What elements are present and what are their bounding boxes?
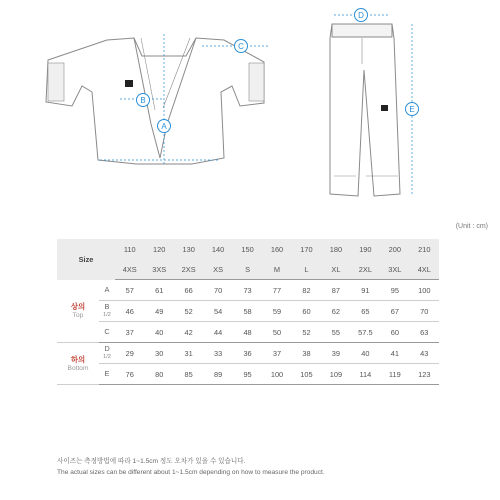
row-d-cell: 37 <box>262 343 291 364</box>
height-cell: 130 <box>174 239 203 259</box>
row-c-label <box>99 322 115 343</box>
row-a-cell: 61 <box>144 280 173 301</box>
row-a-cell: 66 <box>174 280 203 301</box>
size-code-cell: S <box>233 259 262 280</box>
height-cell: 140 <box>203 239 232 259</box>
table-row-d <box>57 343 439 364</box>
row-a-cell: 57 <box>115 280 144 301</box>
row-a-cell: 73 <box>233 280 262 301</box>
row-c-cell: 60 <box>380 322 409 343</box>
row-d-cell: 36 <box>233 343 262 364</box>
size-code-cell: 4XS <box>115 259 144 280</box>
row-b-cell: 59 <box>262 301 291 322</box>
top-label-ko: 상의 <box>70 301 86 311</box>
row-c-cell: 50 <box>262 322 291 343</box>
row-e-label <box>99 364 115 385</box>
height-cell: 110 <box>115 239 144 259</box>
size-code-cell: 4XL <box>410 259 439 280</box>
row-b-cell: 65 <box>351 301 380 322</box>
row-e-cell: 76 <box>115 364 144 385</box>
bottom-label-en: Bottom <box>67 364 89 372</box>
pants-illustration <box>330 24 400 196</box>
size-header: Size <box>57 239 115 280</box>
row-b-cell: 62 <box>321 301 350 322</box>
table-row-a <box>57 280 439 301</box>
row-d-cell: 41 <box>380 343 409 364</box>
label-d-text: D <box>358 11 364 20</box>
label-b-text: B <box>140 96 146 105</box>
row-b-sub: 1/2 <box>103 312 111 318</box>
size-code-cell: L <box>292 259 321 280</box>
row-e-cell: 85 <box>174 364 203 385</box>
row-e-cell: 89 <box>203 364 232 385</box>
row-c-cell: 57.5 <box>351 322 380 343</box>
row-c-cell: 37 <box>115 322 144 343</box>
note-korean: 사이즈는 측정방법에 따라 1~1.5cm 정도 오차가 있을 수 있습니다. <box>57 458 246 465</box>
top-group-label <box>57 280 99 343</box>
row-b-cell: 70 <box>410 301 439 322</box>
row-c-cell: 48 <box>233 322 262 343</box>
label-c-text: C <box>238 42 244 51</box>
row-d-cell: 39 <box>321 343 350 364</box>
row-a-cell: 91 <box>351 280 380 301</box>
row-a-cell: 100 <box>410 280 439 301</box>
table-row-e <box>57 364 439 385</box>
row-d-cell: 33 <box>203 343 232 364</box>
row-c-letter: C <box>104 327 110 336</box>
row-e-cell: 80 <box>144 364 173 385</box>
size-code-cell: 3XL <box>380 259 409 280</box>
row-d-cell: 40 <box>351 343 380 364</box>
height-row <box>57 239 439 259</box>
row-b-letter: B <box>104 302 110 311</box>
uniform-diagram <box>0 0 500 210</box>
row-b-cell: 52 <box>174 301 203 322</box>
size-code-cell: 3XS <box>144 259 173 280</box>
row-c-cell: 63 <box>410 322 439 343</box>
row-d-sub: 1/2 <box>103 354 111 360</box>
row-d-cell: 30 <box>144 343 173 364</box>
size-code-cell: 2XL <box>351 259 380 280</box>
row-c-cell: 44 <box>203 322 232 343</box>
row-a-cell: 82 <box>292 280 321 301</box>
row-b-cell: 60 <box>292 301 321 322</box>
row-e-cell: 109 <box>321 364 350 385</box>
row-a-cell: 77 <box>262 280 291 301</box>
row-c-cell: 40 <box>144 322 173 343</box>
row-e-cell: 119 <box>380 364 409 385</box>
bottom-group-label <box>57 343 99 385</box>
row-d-cell: 43 <box>410 343 439 364</box>
unit-note: (Unit : cm) <box>455 223 488 230</box>
size-code-cell: 2XS <box>174 259 203 280</box>
row-a-cell: 87 <box>321 280 350 301</box>
row-e-cell: 95 <box>233 364 262 385</box>
row-c-cell: 52 <box>292 322 321 343</box>
row-a-cell: 70 <box>203 280 232 301</box>
row-d-cell: 38 <box>292 343 321 364</box>
row-d-letter: D <box>104 344 110 353</box>
row-b-cell: 58 <box>233 301 262 322</box>
size-code-cell: XS <box>203 259 232 280</box>
size-code-row <box>57 259 439 280</box>
row-a-letter: A <box>104 284 110 294</box>
note-english: The actual sizes can be different about 1~1.5cm depending on how to measure the product. <box>57 469 325 476</box>
height-cell: 120 <box>144 239 173 259</box>
height-cell: 160 <box>262 239 291 259</box>
jacket-logo-icon <box>125 80 133 87</box>
row-a-cell: 95 <box>380 280 409 301</box>
row-d-cell: 31 <box>174 343 203 364</box>
row-d-cell: 29 <box>115 343 144 364</box>
pants-logo-icon <box>381 105 388 111</box>
row-e-cell: 105 <box>292 364 321 385</box>
bottom-label-ko: 하의 <box>70 354 86 364</box>
table-row-c <box>57 322 439 343</box>
height-cell: 200 <box>380 239 409 259</box>
row-b-cell: 54 <box>203 301 232 322</box>
size-table <box>57 239 439 385</box>
height-cell: 210 <box>410 239 439 259</box>
row-d-label <box>99 343 115 364</box>
jacket-illustration <box>46 38 264 164</box>
row-e-cell: 100 <box>262 364 291 385</box>
size-code-cell: M <box>262 259 291 280</box>
row-c-cell: 42 <box>174 322 203 343</box>
top-label-en: Top <box>72 311 84 319</box>
row-a-label <box>99 280 115 301</box>
height-cell: 170 <box>292 239 321 259</box>
row-e-cell: 123 <box>410 364 439 385</box>
label-e-text: E <box>409 105 415 114</box>
measurement-notes <box>57 456 325 478</box>
table-row-b <box>57 301 439 322</box>
row-b-cell: 49 <box>144 301 173 322</box>
label-a-text: A <box>161 122 167 131</box>
row-b-cell: 46 <box>115 301 144 322</box>
size-code-cell: XL <box>321 259 350 280</box>
row-e-letter: E <box>104 369 110 378</box>
row-b-cell: 67 <box>380 301 409 322</box>
height-cell: 150 <box>233 239 262 259</box>
row-c-cell: 55 <box>321 322 350 343</box>
row-e-cell: 114 <box>351 364 380 385</box>
row-b-label <box>99 301 115 322</box>
height-cell: 180 <box>321 239 350 259</box>
height-cell: 190 <box>351 239 380 259</box>
